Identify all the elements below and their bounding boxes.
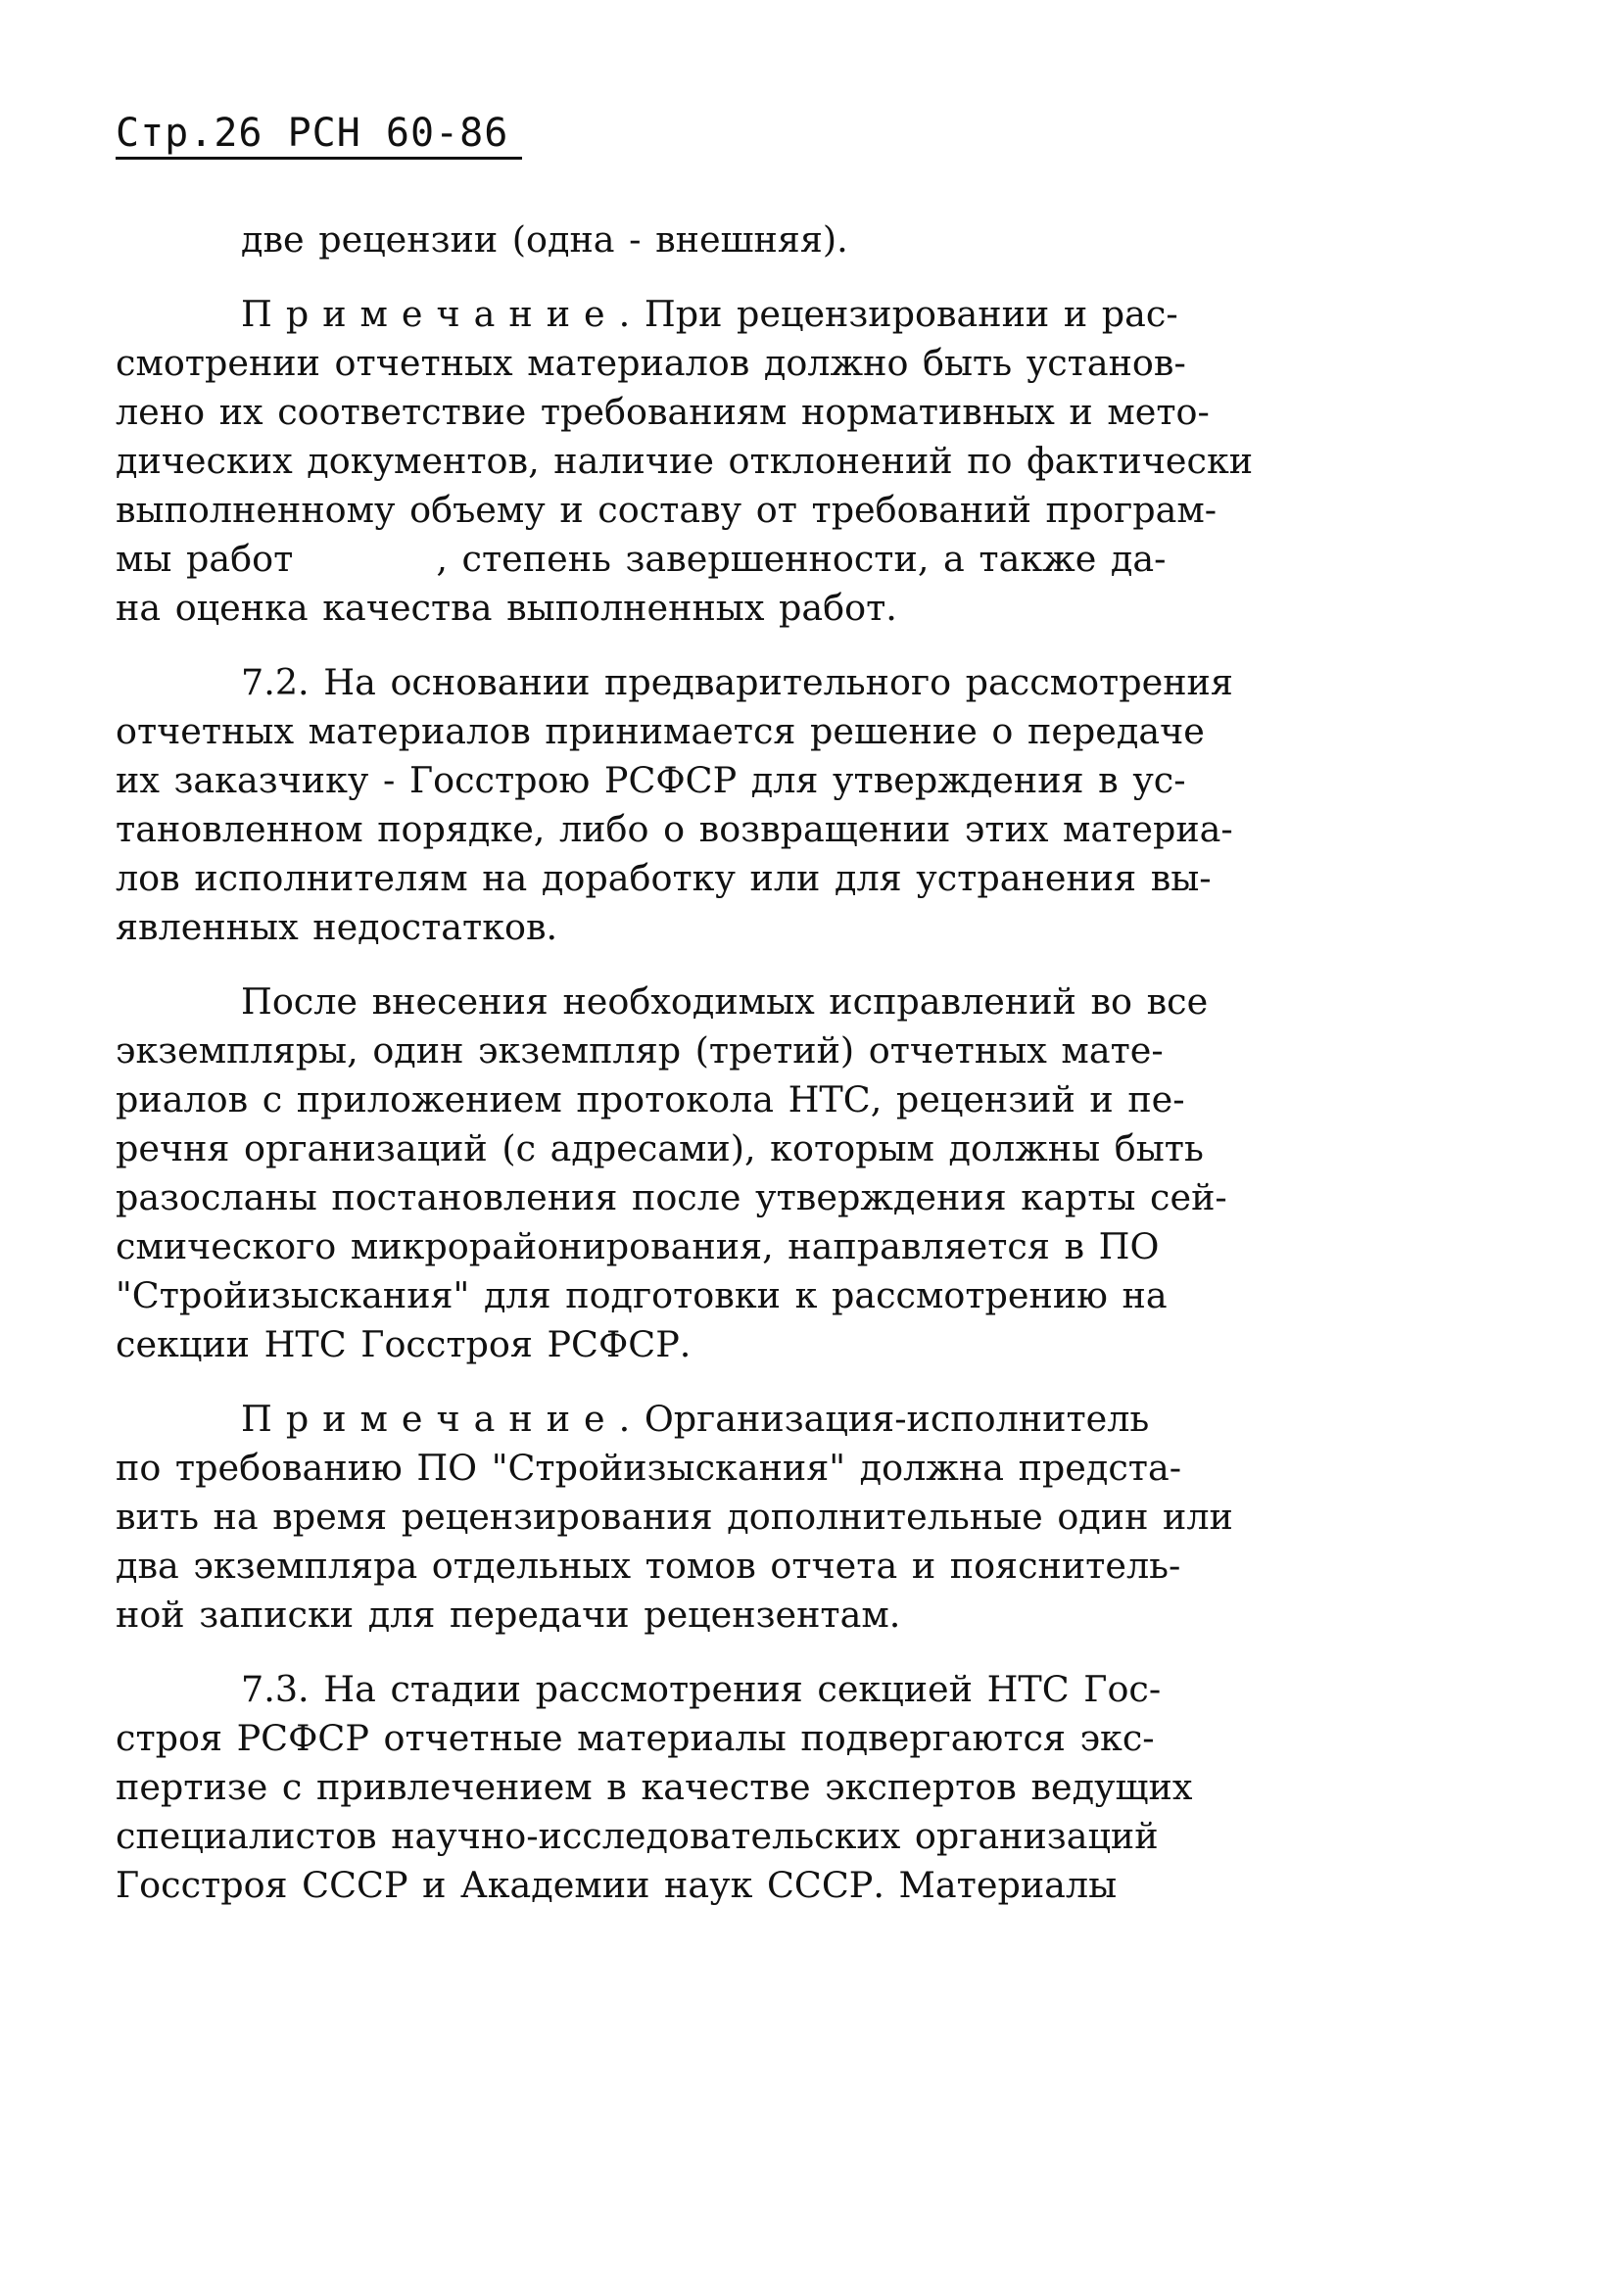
- text-line: экземпляры, один экземпляр (третий) отчетных мате-: [116, 1029, 1164, 1072]
- text-line: отчетных материалов принимается решение о передаче: [116, 710, 1205, 752]
- text-line: 7.2. На основании предварительного рассмотрения: [241, 661, 1233, 703]
- text-line: лов исполнителям на доработку или для устранения вы-: [116, 857, 1212, 899]
- text-line: дических документов, наличие отклонений по фактически: [116, 440, 1254, 482]
- paragraph-corrections: [116, 977, 1360, 1369]
- text-line: на оценка качества выполненных работ.: [116, 587, 897, 629]
- text-line: речня организаций (с адресами), которым должны быть: [116, 1127, 1204, 1169]
- note-paragraph: [116, 1395, 1360, 1640]
- text-line: пертизе с привлечением в качестве экспертов ведущих: [116, 1766, 1193, 1808]
- text-line: риалов с приложением протокола НТС, рецензий и пе-: [116, 1078, 1185, 1120]
- text-line: "Стройизыскания" для подготовки к рассмотрению на: [116, 1274, 1168, 1316]
- text-line: их заказчику - Госстрою РСФСР для утверждения в ус-: [116, 759, 1186, 801]
- text-line: После внесения необходимых исправлений во все: [241, 980, 1209, 1023]
- text-line: ной записки для передачи рецензентам.: [116, 1594, 901, 1636]
- text-line: вить на время рецензирования дополнительные один или: [116, 1496, 1233, 1538]
- text-line: тановленном порядке, либо о возвращении этих материа-: [116, 808, 1233, 850]
- note-label: Примечание: [241, 293, 619, 335]
- text-line: Госстроя СССР и Академии наук СССР. Материалы: [116, 1864, 1118, 1906]
- note-paragraph: [116, 290, 1360, 633]
- text-line: смического микрорайонирования, направляется в ПО: [116, 1225, 1160, 1267]
- text-line: 7.3. На стадии рассмотрения секцией НТС Гос-: [241, 1668, 1162, 1710]
- note-text: . Организация-исполнитель: [618, 1398, 1150, 1440]
- text-line: секции НТС Госстроя РСФСР.: [116, 1323, 692, 1365]
- text-line: специалистов научно-исследовательских организаций: [116, 1815, 1159, 1857]
- text-line: две рецензии (одна - внешняя).: [241, 218, 848, 261]
- text-line: выполненному объему и составу от требований програм-: [116, 489, 1218, 531]
- note-label: Примечание: [241, 1398, 619, 1440]
- text-line: строя РСФСР отчетные материалы подвергаются экс-: [116, 1717, 1155, 1759]
- page-body: [116, 215, 1360, 1910]
- text-line: [116, 290, 1360, 339]
- paragraph-continuation: [116, 215, 1360, 264]
- text-line: лено их соответствие требованиям нормативных и мето-: [116, 391, 1210, 433]
- text-line: явленных недостатков.: [116, 906, 558, 948]
- text-line: два экземпляра отдельных томов отчета и пояснитель-: [116, 1545, 1181, 1587]
- note-text: . При рецензировании и рас-: [618, 293, 1178, 335]
- text-line: [116, 1395, 1360, 1444]
- text-line: смотрении отчетных материалов должно быть установ-: [116, 342, 1186, 384]
- section-7-3: [116, 1665, 1360, 1910]
- section-7-2: [116, 658, 1360, 952]
- text-line: разосланы постановления после утверждения карты сей-: [116, 1176, 1227, 1218]
- text-line: по требованию ПО "Стройизыскания" должна предста-: [116, 1447, 1182, 1489]
- text-line: мы работ , степень завершенности, а также да-: [116, 538, 1167, 580]
- page-header: Стр.26 РСН 60-86: [116, 110, 522, 160]
